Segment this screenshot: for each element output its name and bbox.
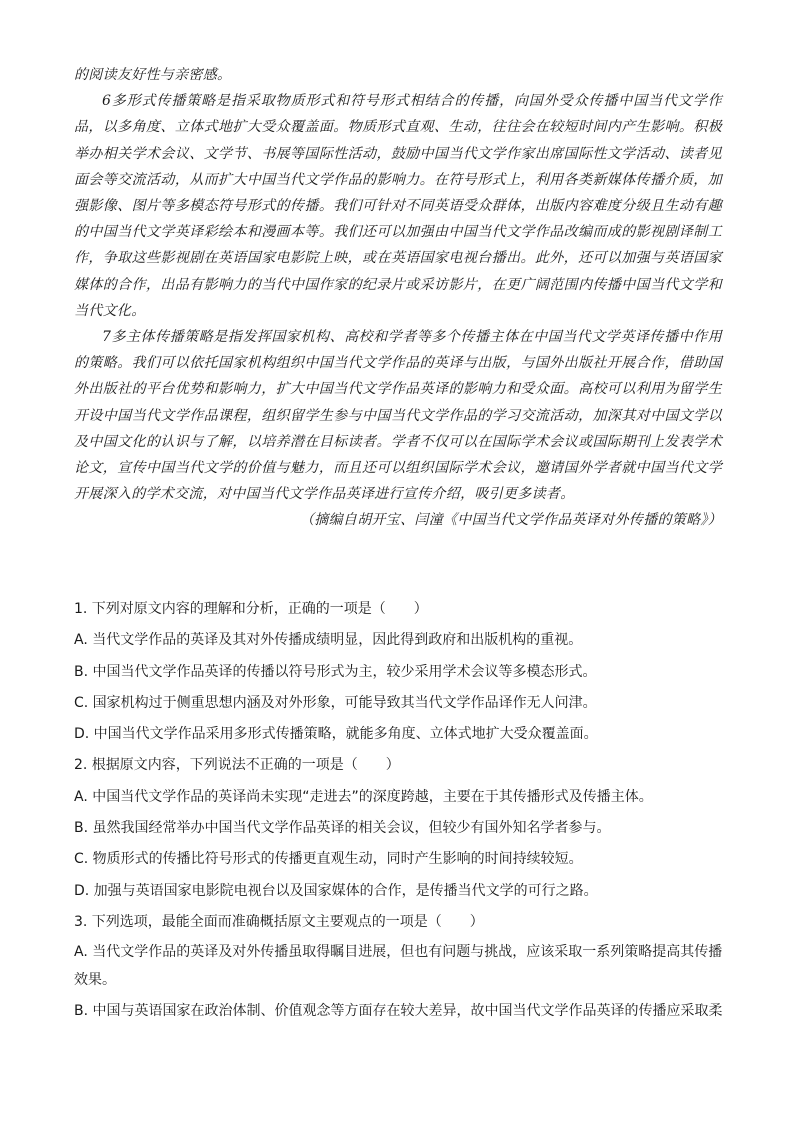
reading-passage xyxy=(74,62,722,534)
question-1-option-a: A. 当代文学作品的英译及其对外传播成绩明显，因此得到政府和出版机构的重视。 xyxy=(74,632,583,649)
question-1-stem: 1. 下列对原文内容的理解和分析，正确的一项是（ ） xyxy=(74,601,428,617)
question-2-stem: 2. 根据原文内容，下列说法不正确的一项是（ ） xyxy=(74,757,400,774)
question-1-option-b: B. 中国当代文学作品英译的传播以符号形式为主，较少采用学术会议等多模态形式。 xyxy=(74,663,597,680)
question-3-option-a: A. 当代文学作品的英译及对外传播虽取得瞩目进展，但也有问题与挑战，应该采取一系列策略提高其传播效果。 xyxy=(74,944,723,989)
question-section xyxy=(74,594,730,1028)
paragraph-7: 7多主体传播策略是指发挥国家机构、高校和学者等多个传播主体在中国当代文学英译传播中作用的策略。我们可以依托国家机构组织中国当代文学作品的英译与出版，与国外出版社开展合作，借助国外出版社的平台优势和影响力，扩大中国当代文学作品英译的影响力和受众面。高校可以利用为留学生开设中国当代文学作品课程，组织留学生参与中国当代文学作品的学习交流活动，加深其对中国文学以及中国文化的认识与了解，以培养潜在目标读者。学者不仅可以在国际学术会议或国际期刊上发表学术论文，宣传中国当代文学的价值与魅力，而且还可以组织国际学术会议，邀请国外学者就中国当代文学开展深入的学术交流，对中国当代文学作品英译进行宣传介绍，吸引更多读者。 xyxy=(74,329,722,503)
passage-source: （摘编自胡开宝、闫潼《中国当代文学作品英译对外传播的策略》） xyxy=(300,512,722,529)
question-3-option-b: B. 中国与英语国家在政治体制、价值观念等方面存在较大差异，故中国当代文学作品英译的传播应采取柔 xyxy=(74,1003,723,1020)
question-2-option-c: C. 物质形式的传播比符号形式的传播更直观生动，同时产生影响的时间持续较短。 xyxy=(74,851,583,868)
question-1-option-d: D. 中国当代文学作品采用多形式传播策略，就能多角度、立体式地扩大受众覆盖面。 xyxy=(74,726,598,743)
paragraph-6: 6多形式传播策略是指采取物质形式和符号形式相结合的传播，向国外受众传播中国当代文学作品，以多角度、立体式地扩大受众覆盖面。物质形式直观、生动，往往会在较短时间内产生影响。积极举办相关学术会议、文学节、书展等国际性活动，鼓励中国当代文学作家出席国际性文学活动、读者见面会等交流活动，从而扩大中国当代文学作品的影响力。在符号形式上，利用各类新媒体传播介质，加强影像、图片等多模态符号形式的传播。我们可针对不同英语受众群体，出版内容难度分级且生动有趣的中国当代文学英译彩绘本和漫画本等。我们还可以加强由中国当代文学作品改编而成的影视剧译制工作，争取这些影视剧在英语国家电影院上映，或在英语国家电视台播出。此外，还可以加强与英语国家媒体的合作，出品有影响力的当代中国作家的纪录片或采访影片，在更广阔范围内传播中国当代文学和当代文化。 xyxy=(74,93,722,319)
question-2-option-a: A. 中国当代文学作品的英译尚未实现“走进去”的深度跨越，主要在于其传播形式及传播主体。 xyxy=(74,788,653,805)
question-2-option-b: B. 虽然我国经常举办中国当代文学作品英译的相关会议，但较少有国外知名学者参与。 xyxy=(74,820,611,837)
question-2-option-d: D. 加强与英语国家电影院电视台以及国家媒体的合作，是传播当代文学的可行之路。 xyxy=(74,882,598,899)
question-3-stem: 3. 下列选项，最能全面而准确概括原文主要观点的一项是（ ） xyxy=(74,913,484,930)
passage-continuation: 的阅读友好性与亲密感。 xyxy=(74,67,232,83)
question-1-option-c: C. 国家机构过于侧重思想内涵及对外形象，可能导致其当代文学作品译作无人问津。 xyxy=(74,694,597,711)
